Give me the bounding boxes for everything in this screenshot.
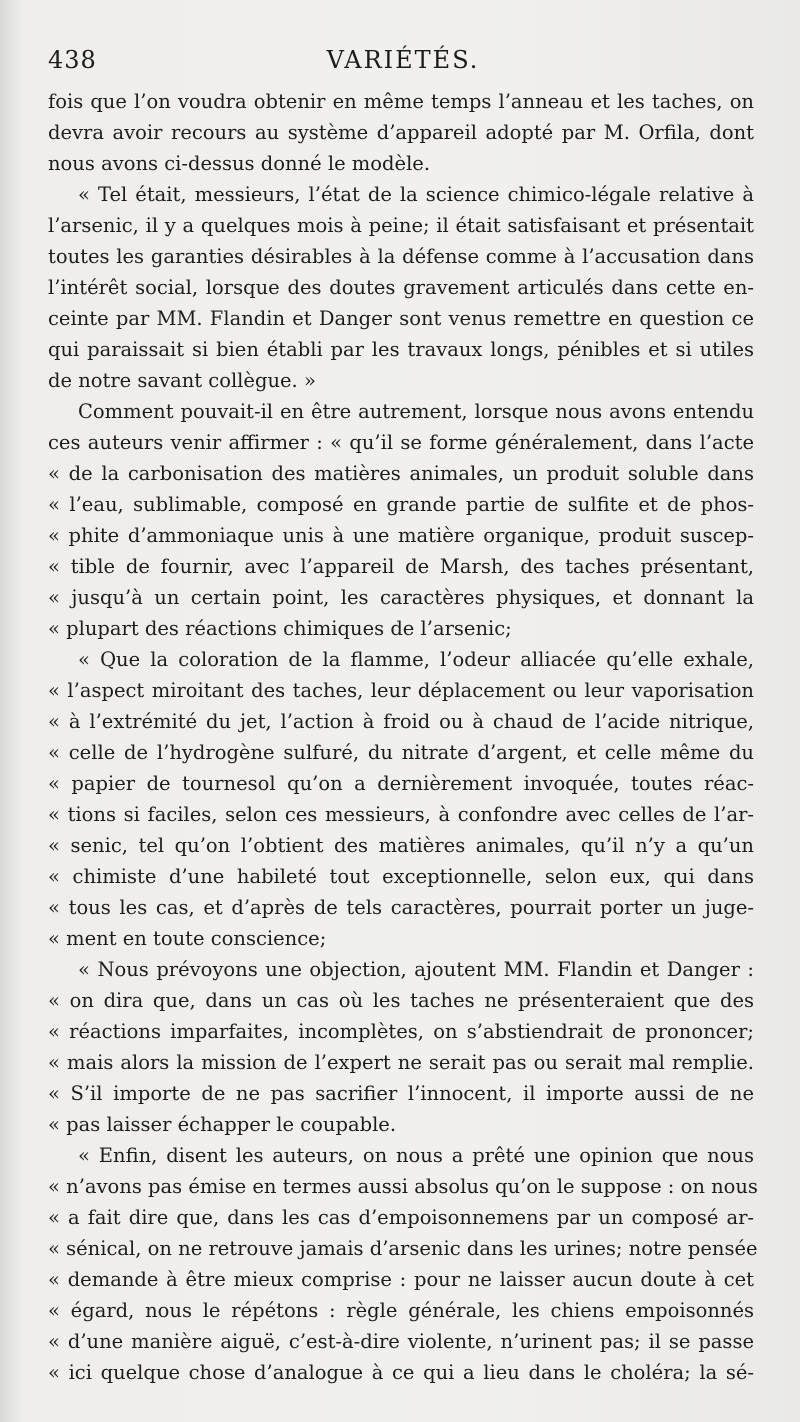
text-line: « Tel était, messieurs, l’état de la science chimico-légale relative à [78, 183, 754, 206]
body-text [48, 86, 758, 1388]
text-line: « plupart des réactions chimiques de l’arsenic; [48, 617, 512, 640]
running-head: VARIÉTÉS. [326, 46, 480, 74]
text-line: « d’une manière aiguë, c’est-à-dire violente, n’urinent pas; il se passe [48, 1330, 754, 1353]
text-line: Comment pouvait-il en être autrement, lorsque nous avons entendu [78, 400, 754, 423]
text-line: « Enfin, disent les auteurs, on nous a prêté une opinion que nous [78, 1144, 754, 1167]
text-line: « papier de tournesol qu’on a dernièrement invoquée, toutes réac- [48, 772, 754, 795]
text-line: « a fait dire que, dans les cas d’empoisonnemens par un composé ar- [48, 1206, 754, 1229]
text-line: « égard, nous le répétons : règle générale, les chiens empoisonnés [48, 1299, 754, 1322]
text-line: « phite d’ammoniaque unis à une matière organique, produit suscep- [48, 524, 754, 547]
text-line: « Que la coloration de la flamme, l’odeur alliacée qu’elle exhale, [78, 648, 754, 671]
text-line: « à l’extrémité du jet, l’action à froid ou à chaud de l’acide nitrique, [48, 710, 754, 733]
text-line: « mais alors la mission de l’expert ne serait pas ou serait mal remplie. [48, 1051, 754, 1074]
text-line: l’intérêt social, lorsque des doutes gravement articulés dans cette en- [48, 276, 754, 299]
text-line: « senic, tel qu’on l’obtient des matières animales, qu’il n’y a qu’un [48, 834, 754, 857]
text-line: « ment en toute conscience; [48, 927, 327, 950]
page-number: 438 [48, 46, 97, 74]
text-line: « l’aspect miroitant des taches, leur déplacement ou leur vaporisation [48, 679, 754, 702]
text-line: « de la carbonisation des matières animales, un produit soluble dans [48, 462, 754, 485]
text-line: « réactions imparfaites, incomplètes, on s’abstiendrait de prononcer; [48, 1020, 754, 1043]
text-line: « celle de l’hydrogène sulfuré, du nitrate d’argent, et celle même du [48, 741, 754, 764]
text-line: « jusqu’à un certain point, les caractères physiques, et donnant la [48, 586, 754, 609]
text-line: « demande à être mieux comprise : pour ne laisser aucun doute à cet [48, 1268, 754, 1291]
text-line: « l’eau, sublimable, composé en grande partie de sulfite et de phos- [48, 493, 754, 516]
text-line: « S’il importe de ne pas sacrifier l’innocent, il importe aussi de ne [48, 1082, 754, 1105]
text-line: « Nous prévoyons une objection, ajoutent MM. Flandin et Danger : [78, 958, 754, 981]
text-line: « chimiste d’une habileté tout exceptionnelle, selon eux, qui dans [48, 865, 754, 888]
text-line: qui paraissait si bien établi par les travaux longs, pénibles et si utiles [48, 338, 754, 361]
text-line: de notre savant collègue. » [48, 369, 316, 392]
text-line: ceinte par MM. Flandin et Danger sont venus remettre en question ce [48, 307, 754, 330]
page-header [48, 38, 758, 78]
text-line: toutes les garanties désirables à la défense comme à l’accusation dans [48, 245, 754, 268]
text-line: « n’avons pas émise en termes aussi absolus qu’on le suppose : on nous [48, 1175, 758, 1198]
text-line: « tous les cas, et d’après de tels caractères, pourrait porter un juge- [48, 896, 754, 919]
text-line: « tible de fournir, avec l’appareil de Marsh, des taches présentant, [48, 555, 754, 578]
text-line: nous avons ci-dessus donné le modèle. [48, 152, 431, 175]
text-line: l’arsenic, il y a quelques mois à peine; il était satisfaisant et présentait [48, 214, 754, 237]
text-line: ces auteurs venir affirmer : « qu’il se forme généralement, dans l’acte [48, 431, 754, 454]
text-line: fois que l’on voudra obtenir en même temps l’anneau et les taches, on [48, 90, 754, 113]
text-line: « sénical, on ne retrouve jamais d’arsenic dans les urines; notre pensée [48, 1237, 758, 1260]
text-line: « ici quelque chose d’analogue à ce qui a lieu dans le choléra; la sé- [48, 1361, 754, 1384]
text-line: devra avoir recours au système d’appareil adopté par M. Orfila, dont [48, 121, 754, 144]
text-line: « tions si faciles, selon ces messieurs, à confondre avec celles de l’ar- [48, 803, 754, 826]
text-line: « on dira que, dans un cas où les taches ne présenteraient que des [48, 989, 754, 1012]
text-line: « pas laisser échapper le coupable. [48, 1113, 397, 1136]
